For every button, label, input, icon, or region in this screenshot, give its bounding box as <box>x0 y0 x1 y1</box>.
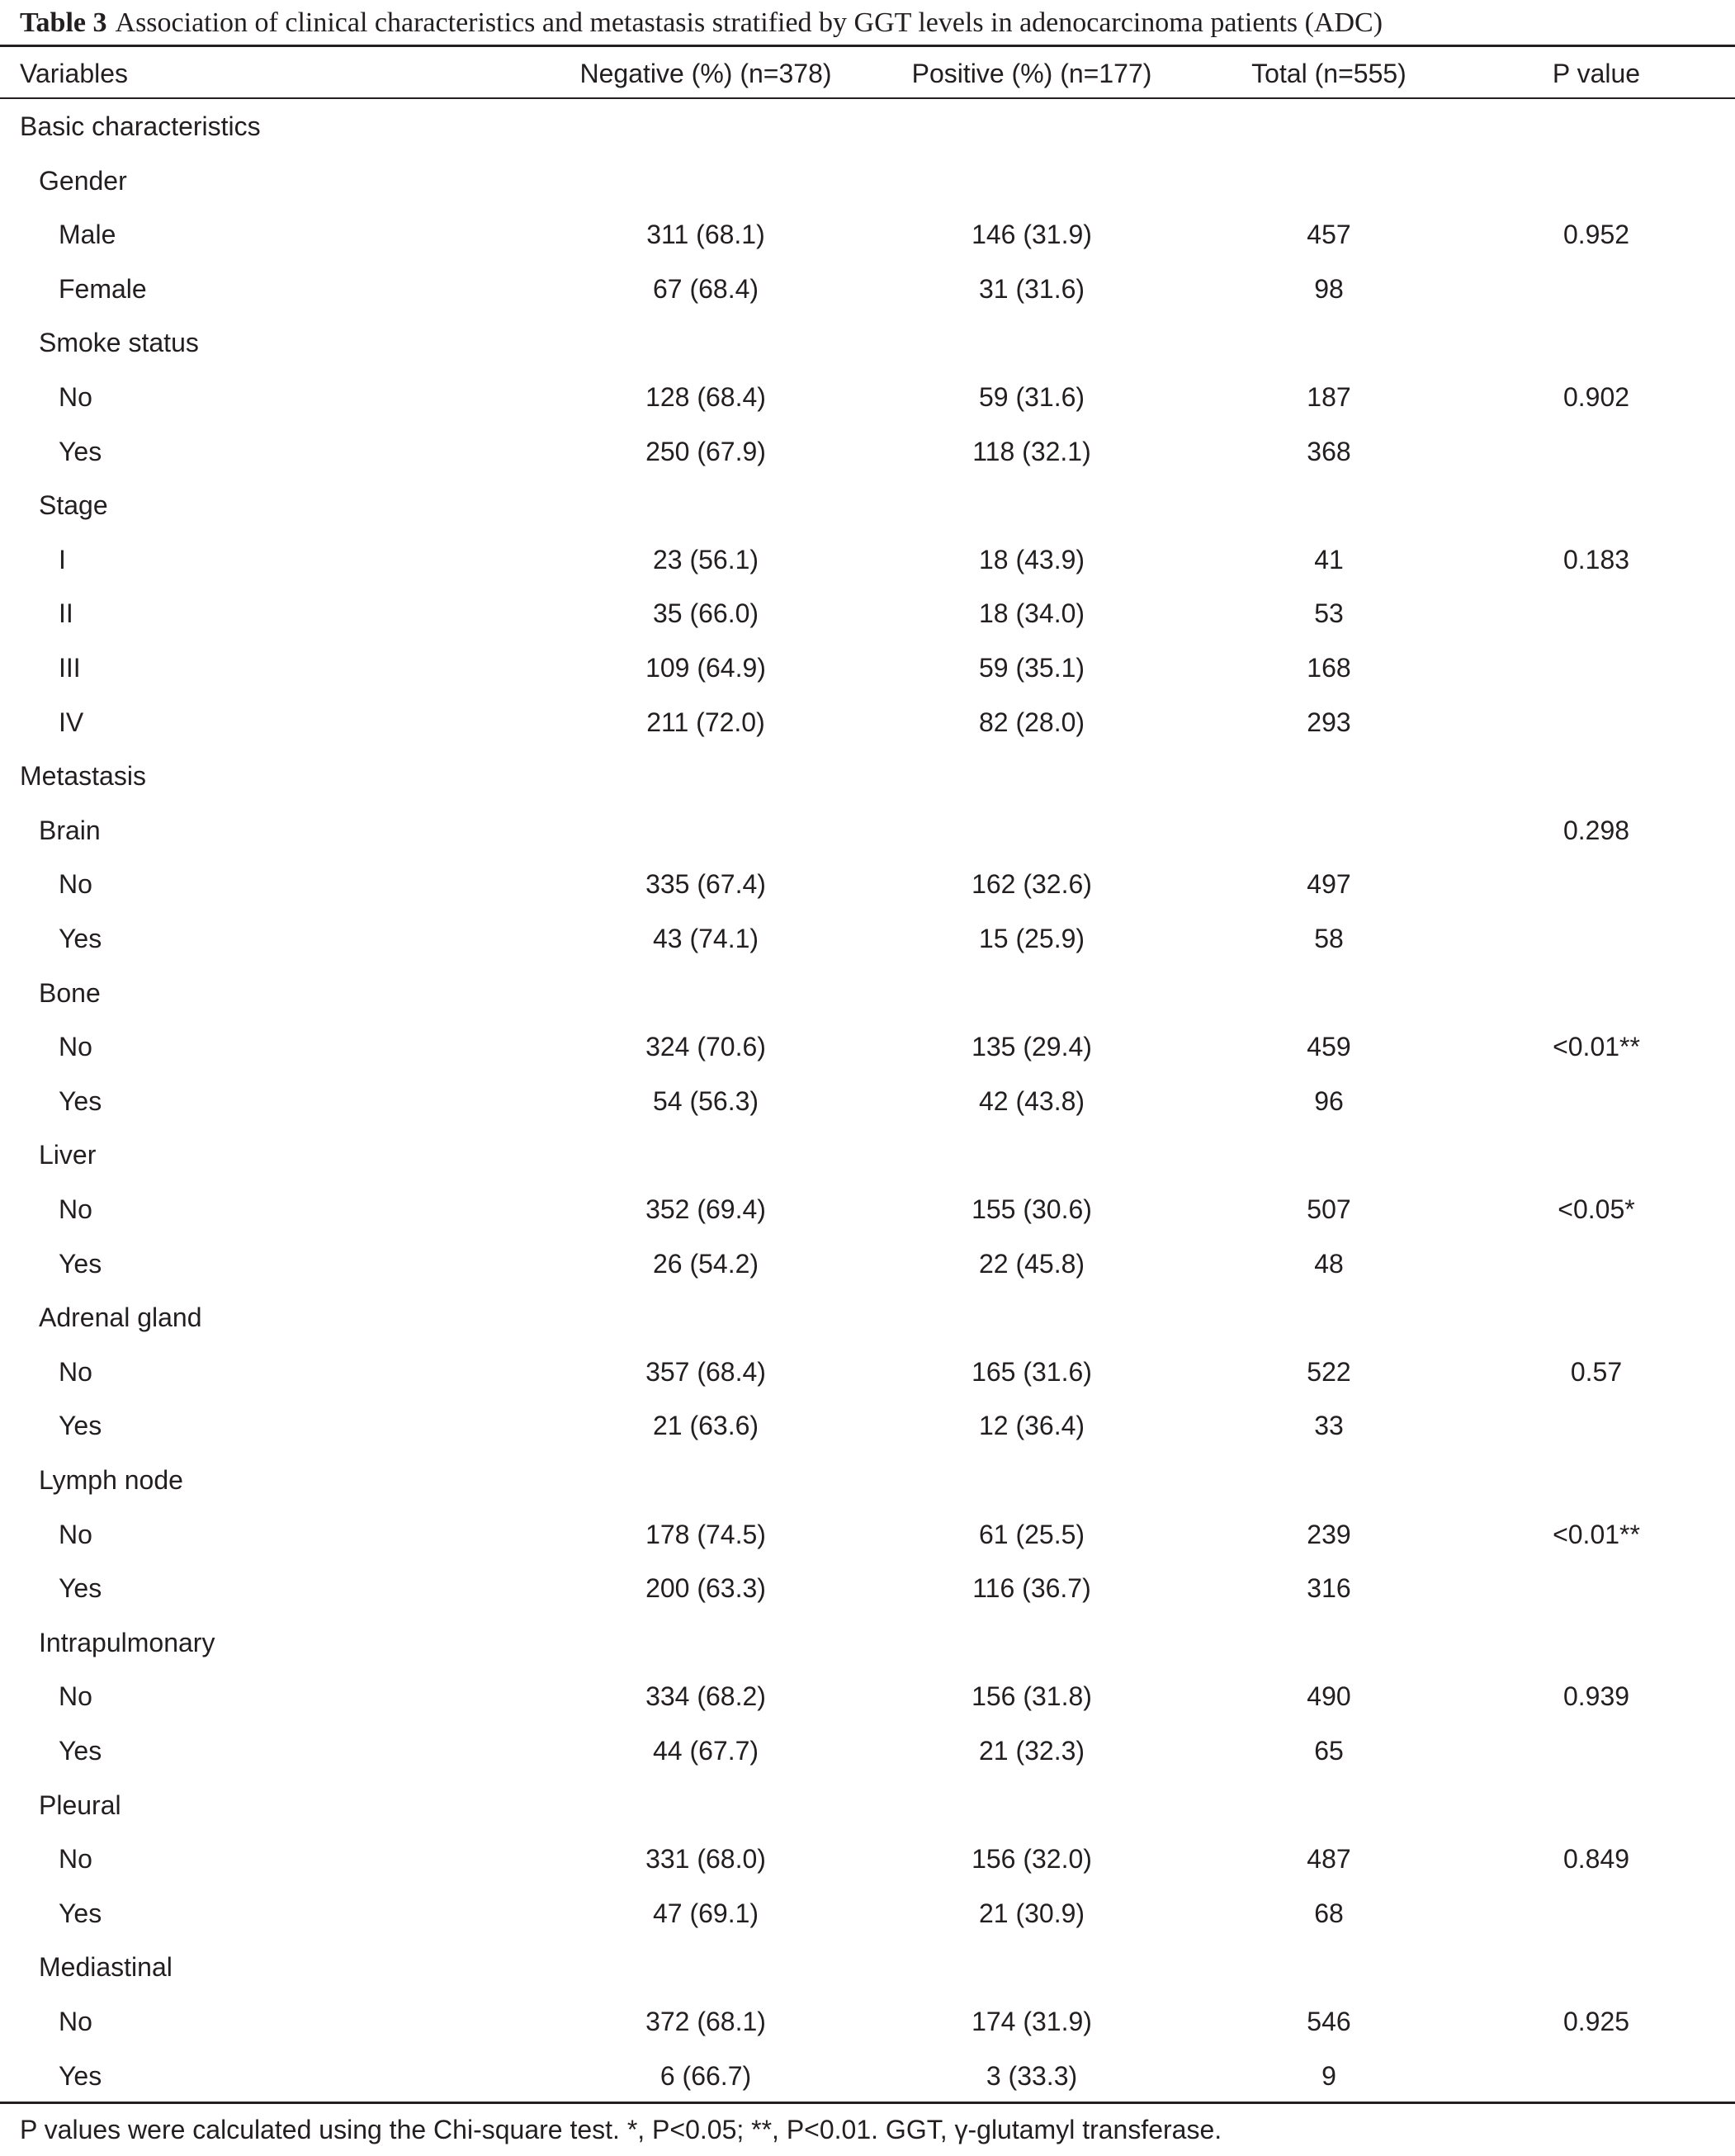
positive-cell: 82 (28.0) <box>978 707 1085 737</box>
table-row <box>0 749 1735 803</box>
table-header-row <box>0 46 1735 101</box>
negative-cell <box>541 1615 871 1670</box>
p-value-cell: <0.01** <box>1553 1032 1640 1062</box>
positive-cell <box>867 99 1197 154</box>
table-row <box>0 1994 1735 2049</box>
table-row <box>0 911 1735 966</box>
total-cell: 239 <box>1307 1519 1351 1549</box>
positive-cell: 146 (31.9) <box>972 220 1092 250</box>
negative-cell: 23 (56.1) <box>652 544 759 574</box>
total-cell: 98 <box>1314 273 1344 304</box>
p-value-cell: 0.902 <box>1562 382 1630 412</box>
table-row <box>0 315 1735 370</box>
total-cell: 65 <box>1314 1736 1344 1766</box>
negative-cell: 334 (68.2) <box>645 1681 766 1712</box>
positive-cell: 15 (25.9) <box>978 924 1085 953</box>
negative-cell: 26 (54.2) <box>652 1248 759 1279</box>
table-number: Table 3 <box>20 7 107 38</box>
negative-cell: 200 (63.3) <box>645 1573 766 1604</box>
negative-cell: 372 (68.1) <box>645 2007 766 2036</box>
p-value-cell <box>1431 1128 1735 1182</box>
total-cell: 68 <box>1314 1898 1344 1928</box>
negative-cell <box>541 1778 871 1832</box>
table-row <box>0 478 1735 532</box>
negative-cell <box>541 803 871 858</box>
table-row <box>0 1019 1735 1074</box>
negative-cell: 335 (67.4) <box>645 869 766 900</box>
table-row <box>0 1832 1735 1886</box>
table-body <box>0 99 1735 2102</box>
total-cell: 293 <box>1307 707 1351 737</box>
variable-cell: No <box>59 869 92 900</box>
positive-cell <box>867 478 1197 532</box>
positive-cell: 118 (32.1) <box>972 436 1091 466</box>
variable-cell: III <box>59 653 81 683</box>
p-value-cell: 0.952 <box>1562 220 1630 250</box>
table-row <box>0 1074 1735 1128</box>
positive-cell <box>867 1128 1197 1182</box>
p-value-cell: <0.05* <box>1558 1194 1635 1224</box>
positive-cell <box>867 154 1197 208</box>
variable-cell: Yes <box>59 436 102 466</box>
table-row <box>0 803 1735 858</box>
variable-cell: Pleural <box>39 1790 121 1820</box>
table-row <box>0 1615 1735 1670</box>
variable-cell: Adrenal gland <box>39 1303 202 1333</box>
total-cell: 9 <box>1321 2060 1336 2091</box>
p-value-cell <box>1431 1398 1735 1453</box>
variable-cell: Yes <box>59 1573 102 1604</box>
positive-cell: 42 (43.8) <box>978 1085 1085 1116</box>
positive-cell: 22 (45.8) <box>978 1248 1085 1279</box>
negative-cell: 178 (74.5) <box>645 1519 766 1549</box>
table-row <box>0 370 1735 424</box>
variable-cell: Yes <box>59 924 102 953</box>
positive-cell: 31 (31.6) <box>978 273 1085 304</box>
p-value-cell <box>1431 586 1735 641</box>
p-value-cell <box>1431 911 1735 966</box>
table-row <box>0 857 1735 911</box>
variable-cell: Yes <box>59 1248 102 1279</box>
p-value-cell <box>1431 1561 1735 1615</box>
positive-cell: 3 (33.3) <box>986 2060 1078 2091</box>
variable-cell: No <box>59 2007 92 2036</box>
p-value-cell <box>1431 478 1735 532</box>
variable-cell: No <box>59 1844 92 1875</box>
negative-cell <box>541 99 871 154</box>
variable-cell: No <box>59 1519 92 1549</box>
positive-cell: 59 (31.6) <box>978 382 1085 412</box>
p-value-cell: <0.01** <box>1553 1519 1640 1549</box>
p-value-cell <box>1431 1723 1735 1778</box>
positive-cell <box>867 749 1197 803</box>
p-value-cell <box>1431 2049 1735 2103</box>
negative-cell <box>541 1290 871 1345</box>
total-cell: 168 <box>1307 653 1351 683</box>
table-row <box>0 1778 1735 1832</box>
p-value-cell <box>1431 424 1735 479</box>
table-row <box>0 1561 1735 1615</box>
p-value-cell <box>1431 1074 1735 1128</box>
table-row <box>0 532 1735 587</box>
header-variables: Variables <box>20 59 129 88</box>
positive-cell: 18 (43.9) <box>978 544 1085 574</box>
negative-cell: 43 (74.1) <box>652 924 759 953</box>
total-cell: 459 <box>1307 1032 1351 1062</box>
header-total: Total (n=555) <box>1251 59 1406 88</box>
positive-cell <box>867 1615 1197 1670</box>
total-cell: 187 <box>1307 382 1351 412</box>
negative-cell: 357 (68.4) <box>645 1356 766 1387</box>
variable-cell: Gender <box>39 165 127 196</box>
negative-cell: 47 (69.1) <box>652 1898 759 1928</box>
variable-cell: Yes <box>59 1085 102 1116</box>
negative-cell: 128 (68.4) <box>645 382 766 412</box>
table-row <box>0 154 1735 208</box>
positive-cell: 61 (25.5) <box>978 1519 1085 1549</box>
variable-cell: Mediastinal <box>39 1952 173 1983</box>
positive-cell <box>867 1453 1197 1507</box>
variable-cell: Liver <box>39 1140 97 1170</box>
p-value-cell <box>1431 315 1735 370</box>
table-row <box>0 586 1735 641</box>
total-cell: 490 <box>1307 1681 1351 1712</box>
table-row <box>0 1507 1735 1562</box>
p-value-cell <box>1431 1290 1735 1345</box>
table-title: Association of clinical characteristics and metastasis stratified by GGT levels in adenocarcinoma patients (ADC) <box>115 7 1383 38</box>
negative-cell: 331 (68.0) <box>645 1844 766 1875</box>
total-cell: 507 <box>1307 1194 1351 1224</box>
p-value-cell <box>1431 1453 1735 1507</box>
variable-cell: No <box>59 1681 92 1712</box>
positive-cell: 59 (35.1) <box>978 653 1085 683</box>
p-value-cell: 0.925 <box>1562 2007 1630 2036</box>
p-value-cell <box>1431 641 1735 695</box>
variable-cell: Bone <box>39 977 101 1008</box>
header-negative: Negative (%) (n=378) <box>579 59 832 88</box>
total-cell: 368 <box>1307 436 1351 466</box>
total-cell: 41 <box>1314 544 1344 574</box>
p-value-cell: 0.183 <box>1562 544 1630 574</box>
table-row <box>0 1182 1735 1236</box>
table-row <box>0 1290 1735 1345</box>
table-row <box>0 2049 1735 2103</box>
table-row <box>0 262 1735 316</box>
table-row <box>0 1398 1735 1453</box>
negative-cell: 6 (66.7) <box>659 2060 752 2091</box>
positive-cell <box>867 1290 1197 1345</box>
variable-cell: No <box>59 1356 92 1387</box>
total-cell: 316 <box>1307 1573 1351 1604</box>
negative-cell: 54 (56.3) <box>652 1085 759 1116</box>
p-value-cell <box>1431 966 1735 1020</box>
p-value-cell <box>1431 1778 1735 1832</box>
negative-cell <box>541 478 871 532</box>
total-cell: 457 <box>1307 220 1351 250</box>
table-row <box>0 966 1735 1020</box>
table-row <box>0 1886 1735 1941</box>
positive-cell <box>867 1778 1197 1832</box>
positive-cell <box>867 1940 1197 1994</box>
negative-cell: 35 (66.0) <box>652 598 759 629</box>
table-row <box>0 1669 1735 1723</box>
table-row <box>0 1128 1735 1182</box>
variable-cell: Yes <box>59 1411 102 1441</box>
variable-cell: I <box>59 544 66 574</box>
variable-cell: Female <box>59 273 147 304</box>
positive-cell <box>867 803 1197 858</box>
positive-cell: 135 (29.4) <box>972 1032 1092 1062</box>
positive-cell: 18 (34.0) <box>978 598 1085 629</box>
table-row <box>0 695 1735 749</box>
p-value-cell <box>1431 1236 1735 1291</box>
table-footnote: P values were calculated using the Chi-square test. *, P<0.05; **, P<0.01. GGT, γ-glutamyl transferase. <box>20 2115 1222 2144</box>
positive-cell <box>867 315 1197 370</box>
negative-cell <box>541 749 871 803</box>
total-cell: 522 <box>1307 1356 1351 1387</box>
positive-cell: 12 (36.4) <box>978 1411 1085 1441</box>
negative-cell: 21 (63.6) <box>652 1411 759 1441</box>
p-value-cell: 0.298 <box>1562 815 1630 845</box>
table-row <box>0 1723 1735 1778</box>
positive-cell: 155 (30.6) <box>972 1194 1092 1224</box>
p-value-cell <box>1431 1615 1735 1670</box>
variable-cell: Smoke status <box>39 328 199 358</box>
variable-cell: Yes <box>59 1898 102 1928</box>
p-value-cell <box>1431 1940 1735 1994</box>
variable-cell: Male <box>59 220 116 250</box>
total-cell: 497 <box>1307 869 1351 900</box>
variable-cell: No <box>59 1194 92 1224</box>
positive-cell <box>867 966 1197 1020</box>
total-cell: 53 <box>1314 598 1344 629</box>
variable-cell: IV <box>59 707 84 737</box>
total-cell: 546 <box>1307 2007 1351 2036</box>
variable-cell: No <box>59 382 92 412</box>
negative-cell: 44 (67.7) <box>652 1736 759 1766</box>
header-p-value: P value <box>1552 59 1641 88</box>
negative-cell: 109 (64.9) <box>645 653 766 683</box>
negative-cell: 324 (70.6) <box>645 1032 766 1062</box>
positive-cell: 116 (36.7) <box>972 1573 1091 1604</box>
total-cell: 48 <box>1314 1248 1344 1279</box>
total-cell: 33 <box>1314 1411 1344 1441</box>
variable-cell: Lymph node <box>39 1465 183 1495</box>
table-row <box>0 99 1735 154</box>
header-positive: Positive (%) (n=177) <box>911 59 1152 88</box>
positive-cell: 174 (31.9) <box>972 2007 1092 2036</box>
positive-cell: 165 (31.6) <box>972 1356 1092 1387</box>
negative-cell <box>541 154 871 208</box>
table-caption <box>20 3 1720 43</box>
positive-cell: 156 (32.0) <box>972 1844 1092 1875</box>
p-value-cell <box>1431 695 1735 749</box>
variable-cell: No <box>59 1032 92 1062</box>
p-value-cell: 0.849 <box>1562 1844 1630 1875</box>
variable-cell: Intrapulmonary <box>39 1627 215 1657</box>
p-value-cell <box>1431 857 1735 911</box>
positive-cell: 21 (30.9) <box>978 1898 1085 1928</box>
negative-cell: 250 (67.9) <box>645 436 766 466</box>
p-value-cell <box>1431 1886 1735 1941</box>
negative-cell: 211 (72.0) <box>646 707 765 737</box>
variable-cell: Metastasis <box>20 761 146 792</box>
variable-cell: Yes <box>59 2060 102 2091</box>
variable-cell: Stage <box>39 490 108 521</box>
positive-cell: 162 (32.6) <box>972 869 1092 900</box>
negative-cell <box>541 1128 871 1182</box>
total-cell: 96 <box>1314 1085 1344 1116</box>
variable-cell: Basic characteristics <box>20 111 261 141</box>
p-value-cell <box>1431 99 1735 154</box>
negative-cell: 67 (68.4) <box>652 273 759 304</box>
p-value-cell <box>1431 262 1735 316</box>
p-value-cell <box>1431 749 1735 803</box>
variable-cell: Brain <box>39 815 101 845</box>
table-row <box>0 207 1735 262</box>
table-row <box>0 424 1735 479</box>
negative-cell <box>541 1940 871 1994</box>
table-row <box>0 1345 1735 1399</box>
table-row <box>0 1236 1735 1291</box>
negative-cell: 311 (68.1) <box>646 220 765 250</box>
negative-cell <box>541 1453 871 1507</box>
table-row <box>0 1453 1735 1507</box>
table-row <box>0 641 1735 695</box>
p-value-cell: 0.939 <box>1562 1681 1630 1712</box>
negative-cell <box>541 966 871 1020</box>
total-cell: 487 <box>1307 1844 1351 1875</box>
table-row <box>0 1940 1735 1994</box>
p-value-cell <box>1431 154 1735 208</box>
negative-cell: 352 (69.4) <box>645 1194 766 1224</box>
p-value-cell: 0.57 <box>1570 1356 1623 1387</box>
variable-cell: II <box>59 598 73 629</box>
total-cell: 58 <box>1314 924 1344 953</box>
variable-cell: Yes <box>59 1736 102 1766</box>
negative-cell <box>541 315 871 370</box>
positive-cell: 21 (32.3) <box>978 1736 1085 1766</box>
positive-cell: 156 (31.8) <box>972 1681 1092 1712</box>
